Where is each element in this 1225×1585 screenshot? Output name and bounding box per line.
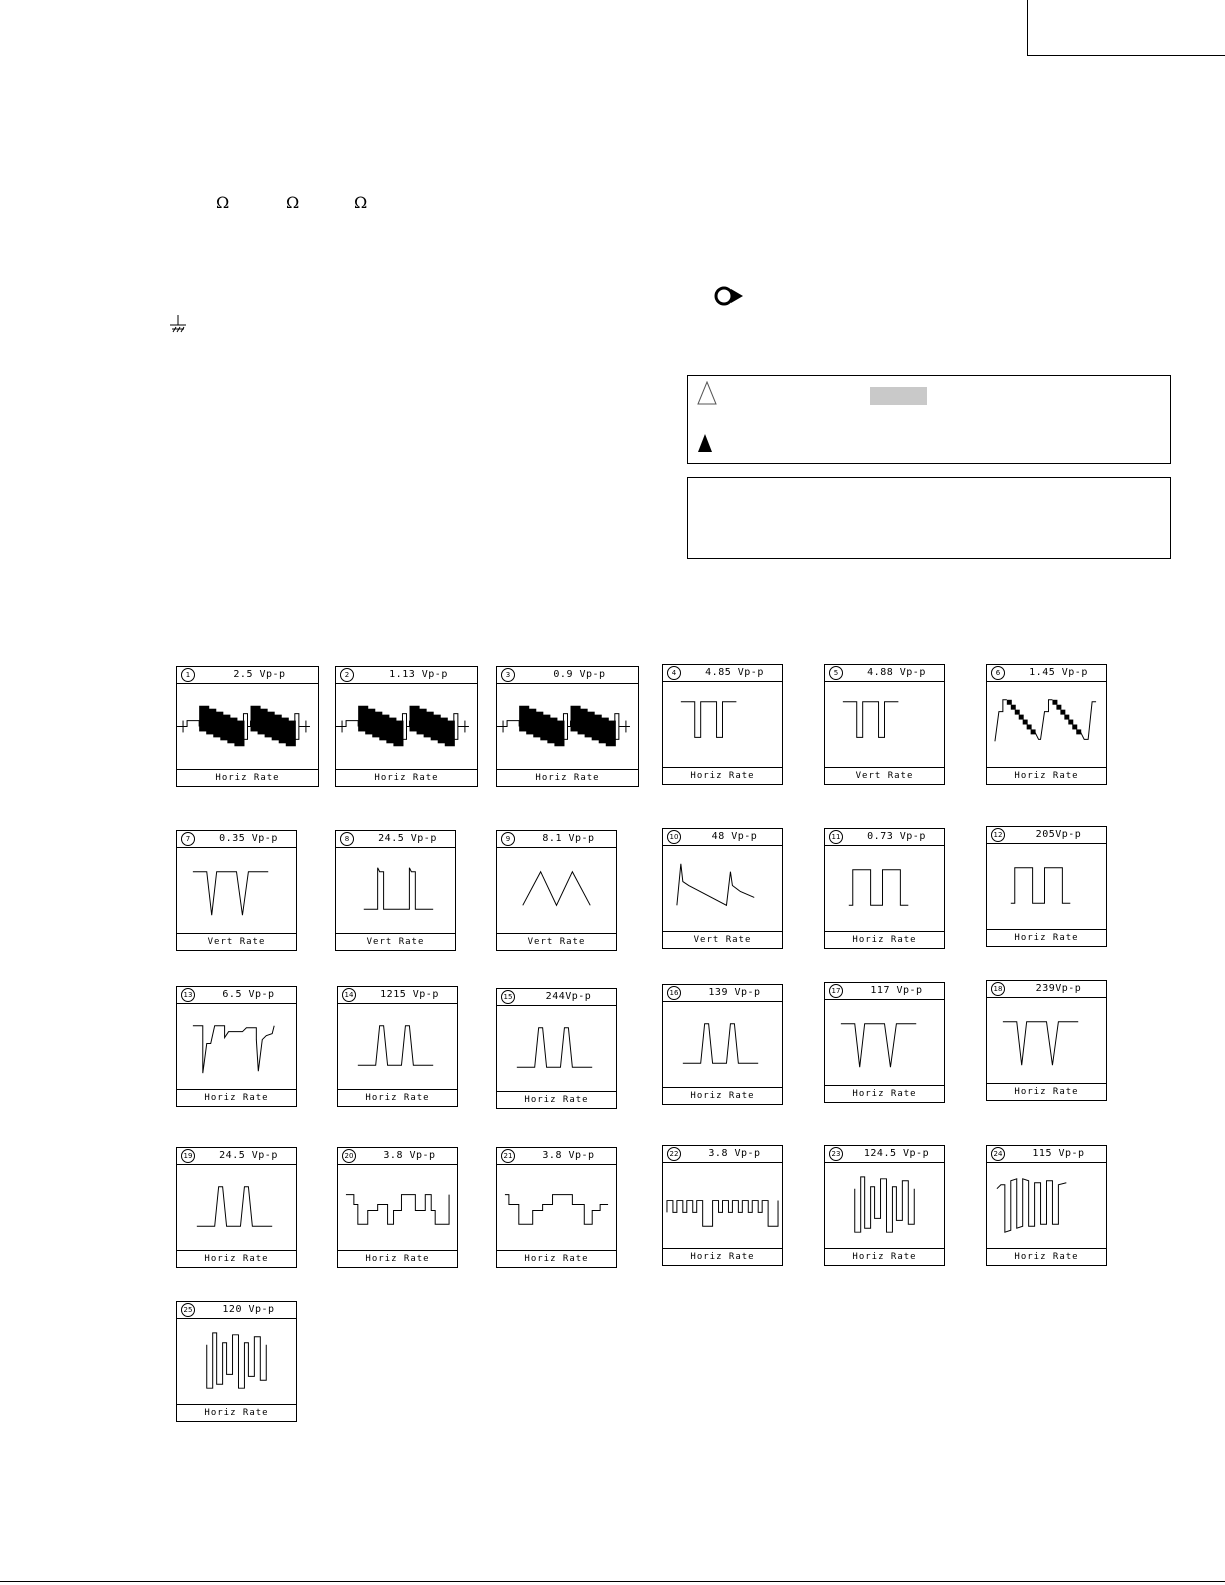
waveform-header [663,829,782,846]
waveform-panel [337,986,458,1107]
waveform-header [177,667,318,684]
legend-box [687,375,1171,464]
waveform-trace [177,848,296,933]
waveform-number: 25 [181,1303,195,1317]
waveform-trace [987,844,1106,929]
waveform-amplitude: 4.85 Vp-p [705,667,764,678]
waveform-number: 2 [340,668,354,682]
waveform-header [338,1148,457,1165]
waveform-rate: Horiz Rate [825,1248,944,1265]
waveform-trace [825,682,944,767]
waveform-amplitude: 4.88 Vp-p [867,667,926,678]
waveform-header [497,831,616,848]
waveform-panel [662,1145,783,1266]
waveform-rate: Vert Rate [177,933,296,950]
waveform-number: 24 [991,1147,1005,1161]
waveform-amplitude: 0.73 Vp-p [867,831,926,842]
waveform-number: 15 [501,990,515,1004]
waveform-rate: Horiz Rate [663,1248,782,1265]
waveform-rate: Vert Rate [336,933,455,950]
waveform-header [663,1146,782,1163]
waveform-panel [824,982,945,1103]
waveform-trace [497,1006,616,1091]
waveform-trace [825,846,944,931]
waveform-amplitude: 205Vp-p [1035,829,1082,840]
waveform-amplitude: 6.5 Vp-p [222,989,275,1000]
waveform-number: 4 [667,666,681,680]
waveform-rate: Horiz Rate [497,1250,616,1267]
waveform-panel [176,1147,297,1268]
page-bottom-rule [0,1581,1225,1582]
waveform-header [338,987,457,1004]
waveform-rate: Horiz Rate [987,1248,1106,1265]
waveform-panel [662,664,783,785]
waveform-number: 19 [181,1149,195,1163]
waveform-number: 21 [501,1149,515,1163]
waveform-rate: Vert Rate [825,767,944,784]
waveform-amplitude: 1.45 Vp-p [1029,667,1088,678]
waveform-number: 6 [991,666,1005,680]
waveform-header [336,831,455,848]
waveform-amplitude: 0.35 Vp-p [219,833,278,844]
waveform-rate: Horiz Rate [177,1404,296,1421]
waveform-rate: Horiz Rate [497,1091,616,1108]
waveform-panel [176,986,297,1107]
waveform-number: 12 [991,828,1005,842]
waveform-panel [335,830,456,951]
waveform-header [177,987,296,1004]
waveform-amplitude: 120 Vp-p [222,1304,275,1315]
open-triangle-icon [697,381,717,405]
waveform-trace [987,1163,1106,1248]
waveform-amplitude: 3.8 Vp-p [542,1150,595,1161]
waveform-number: 13 [181,988,195,1002]
waveform-rate: Horiz Rate [663,767,782,784]
waveform-header [497,667,638,684]
waveform-number: 10 [667,830,681,844]
waveform-header [987,665,1106,682]
waveform-number: 1 [181,668,195,682]
waveform-panel [176,1301,297,1422]
waveform-number: 3 [501,668,515,682]
waveform-rate: Horiz Rate [987,929,1106,946]
waveform-header [177,831,296,848]
waveform-panel [496,1147,617,1268]
waveform-number: 23 [829,1147,843,1161]
waveform-header [336,667,477,684]
waveform-trace [987,998,1106,1083]
waveform-number: 8 [340,832,354,846]
waveform-header [177,1302,296,1319]
waveform-rate: Horiz Rate [825,931,944,948]
waveform-amplitude: 2.5 Vp-p [233,669,286,680]
waveform-trace [338,1004,457,1089]
waveform-header [825,1146,944,1163]
waveform-rate: Horiz Rate [497,769,638,786]
waveform-rate: Horiz Rate [177,1089,296,1106]
waveform-amplitude: 1215 Vp-p [380,989,439,1000]
waveform-rate: Horiz Rate [825,1085,944,1102]
waveform-trace [497,684,638,769]
waveform-header [497,1148,616,1165]
waveform-header [987,827,1106,844]
waveform-number: 5 [829,666,843,680]
waveform-header [663,665,782,682]
waveform-rate: Horiz Rate [663,1087,782,1104]
waveform-amplitude: 24.5 Vp-p [378,833,437,844]
waveform-number: 14 [342,988,356,1002]
waveform-number: 7 [181,832,195,846]
waveform-amplitude: 1.13 Vp-p [389,669,448,680]
waveform-panel [986,664,1107,785]
waveform-header [987,1146,1106,1163]
ohm-symbol: Ω [286,193,300,212]
waveform-number: 20 [342,1149,356,1163]
waveform-header [987,981,1106,998]
waveform-number: 9 [501,832,515,846]
note-box [687,477,1171,559]
waveform-panel [176,830,297,951]
waveform-trace [825,1163,944,1248]
waveform-panel [496,666,639,787]
ohm-symbol: Ω [354,193,368,212]
waveform-rate: Horiz Rate [336,769,477,786]
waveform-number: 22 [667,1147,681,1161]
waveform-panel [824,828,945,949]
ground-icon [168,315,188,337]
waveform-header [825,829,944,846]
waveform-amplitude: 3.8 Vp-p [708,1148,761,1159]
waveform-number: 17 [829,984,843,998]
waveform-panel [662,984,783,1105]
waveform-trace [825,1000,944,1085]
waveform-trace [663,846,782,931]
waveform-amplitude: 8.1 Vp-p [542,833,595,844]
waveform-trace [177,1004,296,1089]
waveform-rate: Vert Rate [497,933,616,950]
waveform-panel [496,830,617,951]
waveform-rate: Horiz Rate [987,1083,1106,1100]
waveform-header [825,983,944,1000]
waveform-panel [662,828,783,949]
waveform-amplitude: 0.9 Vp-p [553,669,606,680]
waveform-header [177,1148,296,1165]
arrow-marker-icon [713,285,747,307]
waveform-panel [337,1147,458,1268]
waveform-panel [824,664,945,785]
waveform-rate: Horiz Rate [338,1089,457,1106]
waveform-panel [824,1145,945,1266]
waveform-amplitude: 24.5 Vp-p [219,1150,278,1161]
waveform-trace [663,1163,782,1248]
waveform-amplitude: 117 Vp-p [870,985,923,996]
waveform-trace [338,1165,457,1250]
waveform-rate: Horiz Rate [177,1250,296,1267]
solid-triangle-icon [697,433,713,453]
page-number-tab [1027,0,1225,56]
shaded-swatch [870,387,927,405]
waveform-trace [177,1165,296,1250]
waveform-trace [663,682,782,767]
waveform-trace [336,848,455,933]
waveform-trace [177,684,318,769]
waveform-amplitude: 124.5 Vp-p [863,1148,930,1159]
waveform-trace [663,1002,782,1087]
waveform-panel [176,666,319,787]
waveform-header [825,665,944,682]
waveform-amplitude: 115 Vp-p [1032,1148,1085,1159]
waveform-panel [986,1145,1107,1266]
waveform-rate: Horiz Rate [987,767,1106,784]
waveform-panel [986,980,1107,1101]
waveform-panel [986,826,1107,947]
waveform-rate: Vert Rate [663,931,782,948]
waveform-panel [335,666,478,787]
waveform-amplitude: 239Vp-p [1035,983,1082,994]
waveform-trace [336,684,477,769]
waveform-header [663,985,782,1002]
waveform-rate: Horiz Rate [177,769,318,786]
waveform-header [497,989,616,1006]
waveform-amplitude: 244Vp-p [545,991,592,1002]
waveform-amplitude: 48 Vp-p [711,831,758,842]
ohm-symbol: Ω [216,193,230,212]
waveform-trace [497,848,616,933]
waveform-amplitude: 3.8 Vp-p [383,1150,436,1161]
waveform-rate: Horiz Rate [338,1250,457,1267]
waveform-amplitude: 139 Vp-p [708,987,761,998]
waveform-number: 16 [667,986,681,1000]
waveform-trace [987,682,1106,767]
waveform-number: 11 [829,830,843,844]
waveform-panel [496,988,617,1109]
waveform-trace [177,1319,296,1404]
waveform-number: 18 [991,982,1005,996]
waveform-trace [497,1165,616,1250]
